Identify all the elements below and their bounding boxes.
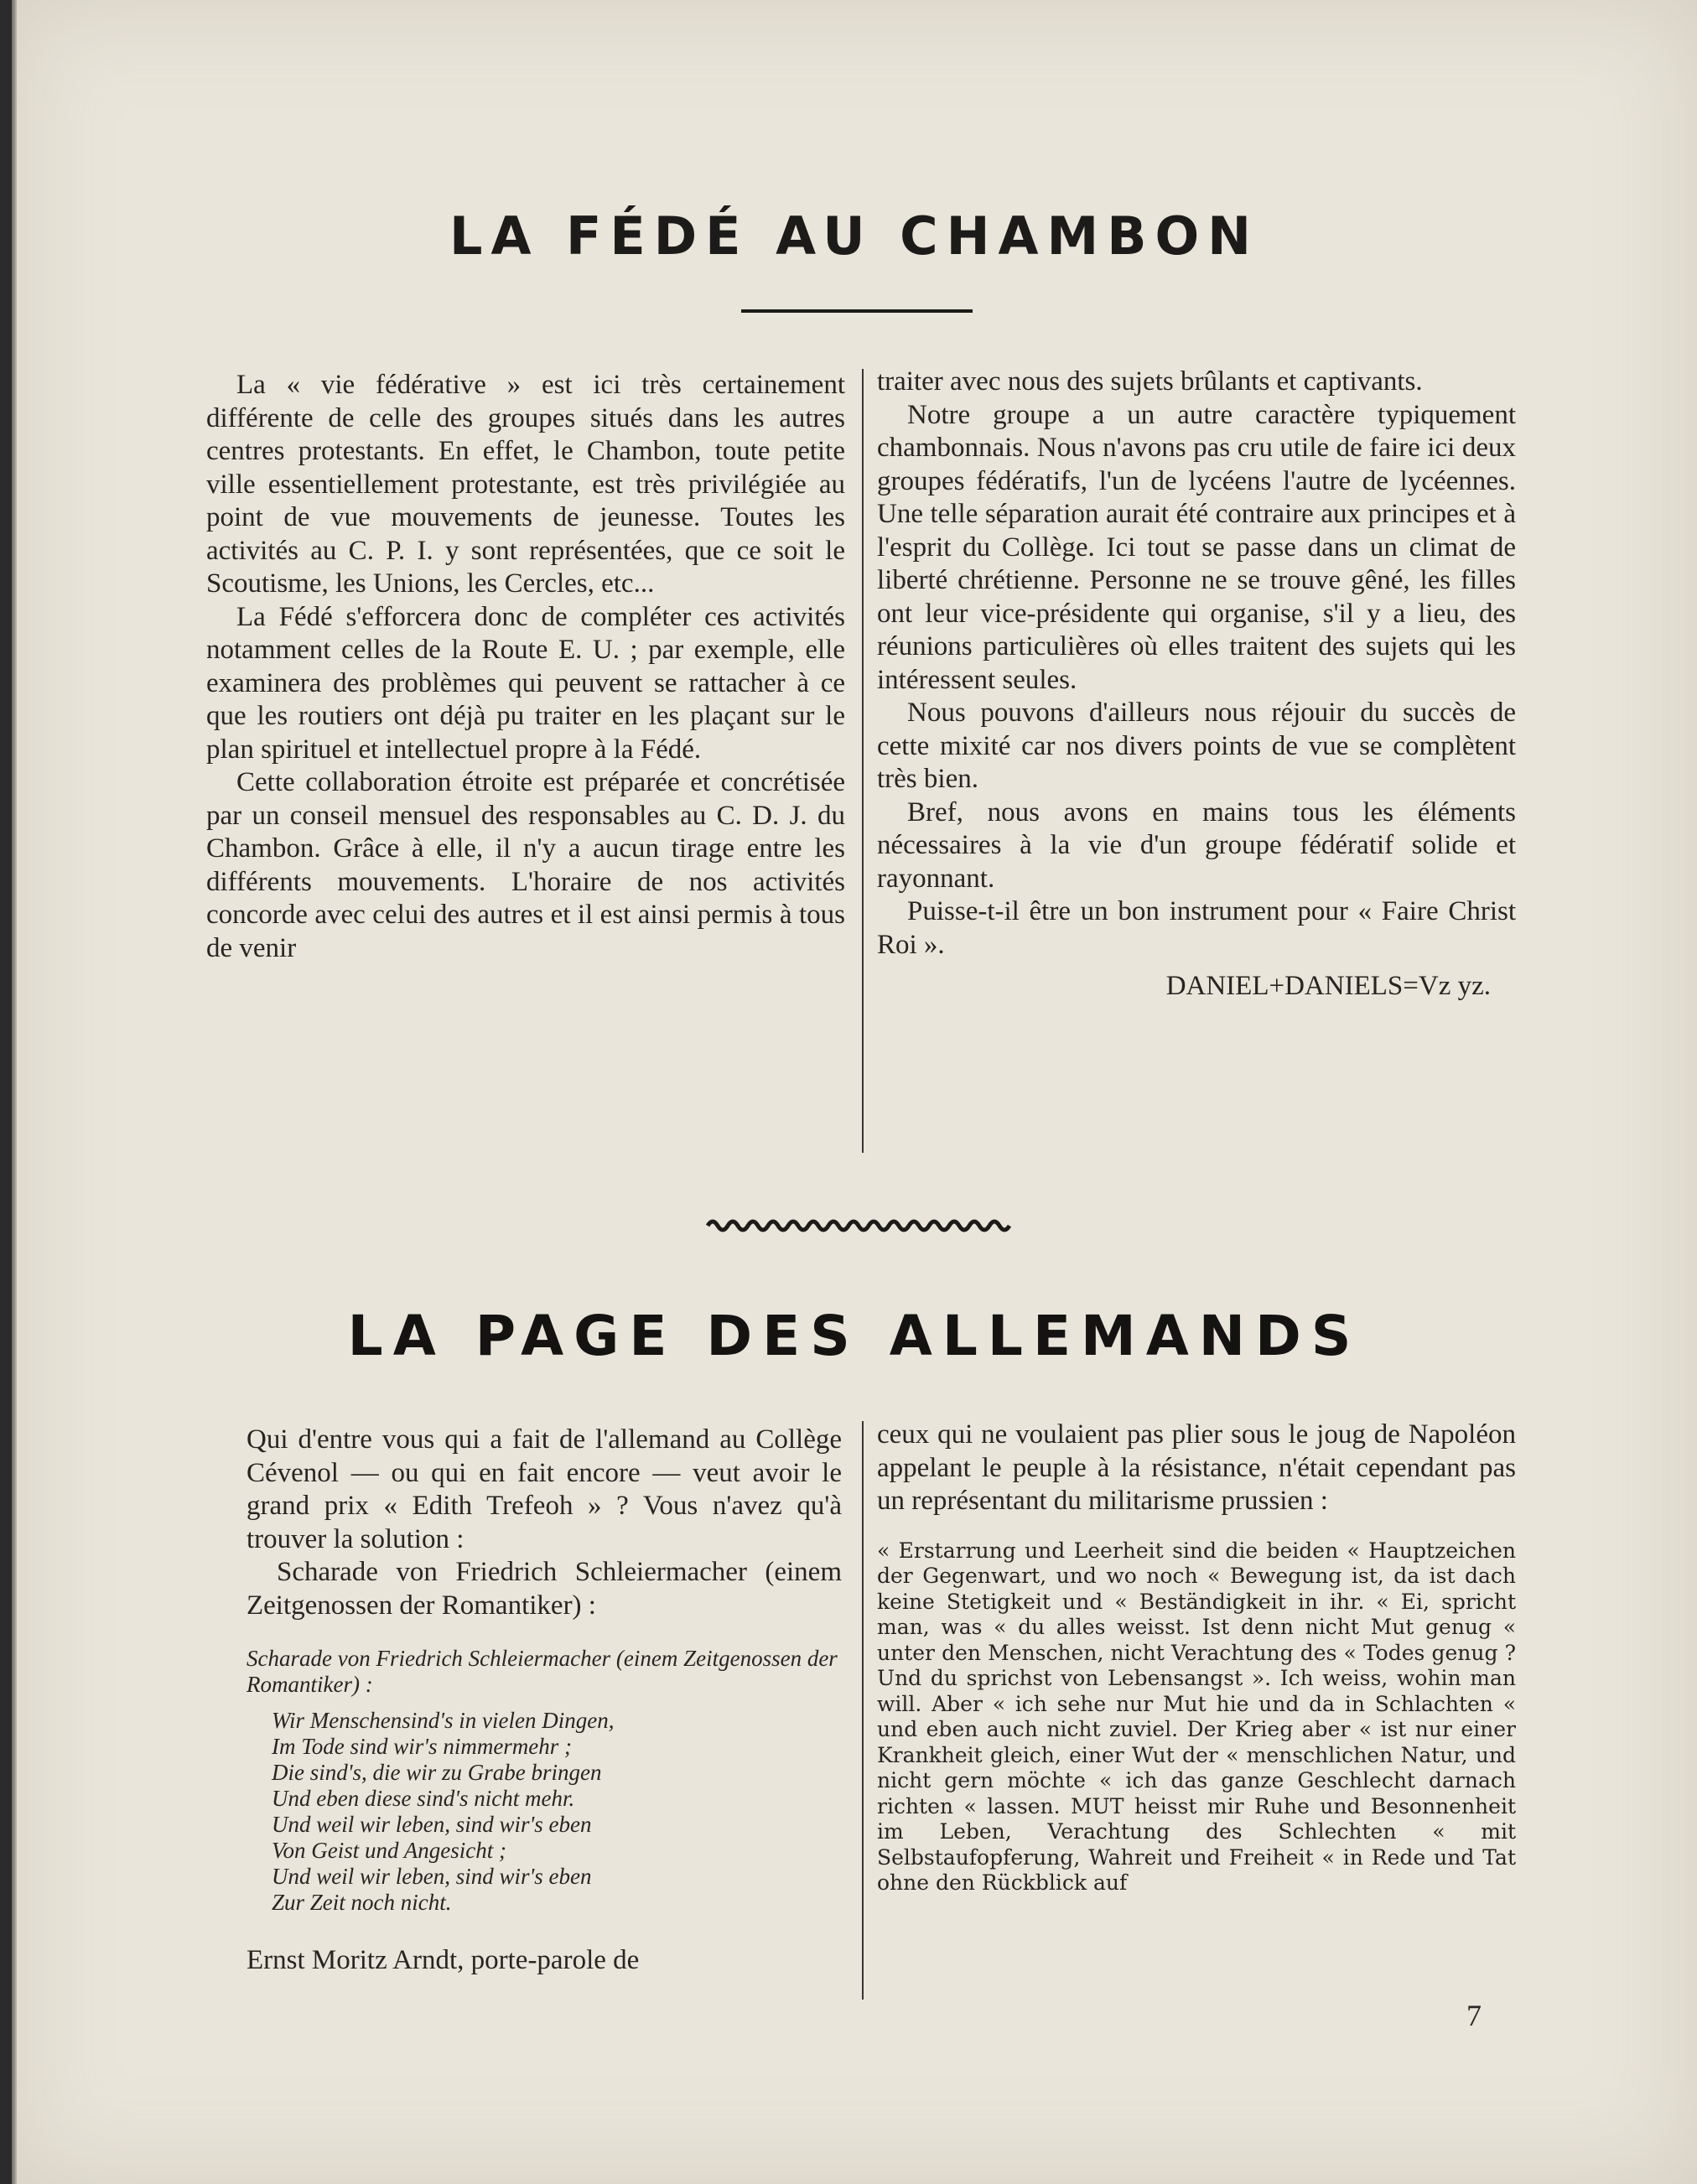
poem-line: Und weil wir leben, sind wir's eben — [272, 1864, 592, 1889]
poem-line: Von Geist und Angesicht ; — [272, 1838, 506, 1863]
article1-column-right — [877, 366, 1516, 1004]
paragraph: La « vie fédérative » est ici très certainement différente de celle des groupes situés dans les autres centres protestants. En effet, le Chambon, toute petite ville essentiellement protestante, est très privilégiée au point de vue mouvements de jeunesse. Toutes les activités au C. P. I. y sont représentées, que ce soit le Scoutisme, les Unions, les Cercles, etc... — [206, 370, 845, 599]
paragraph: Nous pouvons d'ailleurs nous réjouir du succès de cette mixité car nos divers points de vue se complètent très bien. — [877, 698, 1516, 794]
article2-column-left — [247, 1424, 842, 1978]
arndt-quote: « Erstarrung und Leerheit sind die beiden « Hauptzeichen der Gegenwart, und wo noch « Bewegung ist, da ist dach keine Stetigkeit und « Beständigkeit in ihr. « Ei, spricht man, was « du alles weisst. Ist denn nicht Mut genug « unter den Menschen, nicht Verachtung des « Todes genug ? Und du sprichst von Lebensangst ». Ich weiss, wohin man will. Aber « ich sehe nur Mut hie und da in Schlachten « und eben auch nicht zuviel. Der Krieg aber « ist nur einer Krankheit gleich, einer Wut der « menschlichen Natur, und nicht gern möchte « ich das ganze Geschlecht darnach richten « lassen. MUT heisst mir Ruhe und Besonnenheit im Leben, Verachtung des Schlechten « mit Selbstaufopferung, Wahreit und Freiheit « in Rede und Tat ohne den Rückblick auf — [877, 1538, 1516, 1895]
poem-line: Zur Zeit noch nicht. — [272, 1890, 452, 1915]
poem-line: Wir Menschensind's in vielen Dingen, — [272, 1708, 615, 1733]
signature: DANIEL+DANIELS=Vz yz. — [1165, 971, 1491, 1001]
article-title-allemands: LA PAGE DES ALLEMANDS — [347, 1304, 1362, 1368]
paragraph: ceux qui ne voulaient pas plier sous le joug de Napoléon appelant le peuple à la résistance, n'était cependant pas un représentant du militarisme prussien : — [877, 1419, 1516, 1516]
paragraph: Notre groupe a un autre caractère typiquement chambonnais. Nous n'avons pas cru utile de faire ici deux groupes fédératifs, l'un de lycéens l'autre de lycéennes. Une telle séparation aurait été contraire aux principes et à l'esprit du Collège. Ici tout se passe dans un climat de liberté chrétienne. Personne ne se trouve gêné, les filles ont leur vice-présidente qui organise, s'il y a lieu, des réunions particulières où elles traitent des sujets qui les intéressent seules. — [877, 399, 1516, 695]
poem-line: Und eben diese sind's nicht mehr. — [272, 1786, 575, 1811]
decorative-wave-divider — [706, 1216, 1011, 1236]
paragraph: traiter avec nous des sujets brûlants et captivants. — [877, 366, 1423, 397]
poem-verses — [272, 1708, 842, 1916]
charade-poem — [247, 1646, 842, 1916]
poem-intro: Scharade von Friedrich Schleiermacher (einem Zeitgenossen der Romantiker) : — [247, 1646, 838, 1697]
paragraph: Scharade von Friedrich Schleiermacher (einem Zeitgenossen der Romantiker) : — [247, 1557, 842, 1621]
column-divider — [862, 369, 864, 1153]
article-title-fede: LA FÉDÉ AU CHAMBON — [449, 205, 1260, 267]
paragraph: Qui d'entre vous qui a fait de l'allemand au Collège Cévenol — ou qui en fait encore — veut avoir le grand prix « Edith Trefeoh » ? Vous n'avez qu'à trouver la solution : — [247, 1424, 842, 1554]
paragraph: Cette collaboration étroite est préparée et concrétisée par un conseil mensuel des responsables au C. D. J. du Chambon. Grâce à elle, il n'y a aucun tirage entre les différents mouvements. L'horaire de nos activités concorde avec celui des autres et il est ainsi permis à tous de venir — [206, 767, 845, 963]
page-number: 7 — [1466, 1999, 1482, 2032]
article1-column-left — [206, 369, 845, 965]
paragraph: Bref, nous avons en mains tous les éléments nécessaires à la vie d'un groupe fédératif solide et rayonnant. — [877, 796, 1516, 894]
column-divider — [862, 1421, 864, 2000]
poem-line: Die sind's, die wir zu Grabe bringen — [272, 1760, 602, 1785]
poem-line: Und weil wir leben, sind wir's eben — [272, 1812, 592, 1837]
article2-column-right — [877, 1419, 1516, 1896]
poem-line: Im Tode sind wir's nimmermehr ; — [272, 1734, 573, 1759]
paragraph: Ernst Moritz Arndt, porte-parole de — [247, 1945, 640, 1975]
paragraph: Puisse-t-il être un bon instrument pour « Faire Christ Roi ». — [877, 896, 1516, 960]
paragraph: La Fédé s'efforcera donc de compléter ces activités notamment celles de la Route E. U. ; par exemple, elle examinera des problèmes qui peuvent se rattacher à ce que les routiers ont déjà pu traiter en les plaçant sur le plan spirituel et intellectuel propre à la Fédé. — [206, 601, 845, 765]
page — [12, 0, 1697, 2184]
title-underline — [741, 309, 973, 313]
